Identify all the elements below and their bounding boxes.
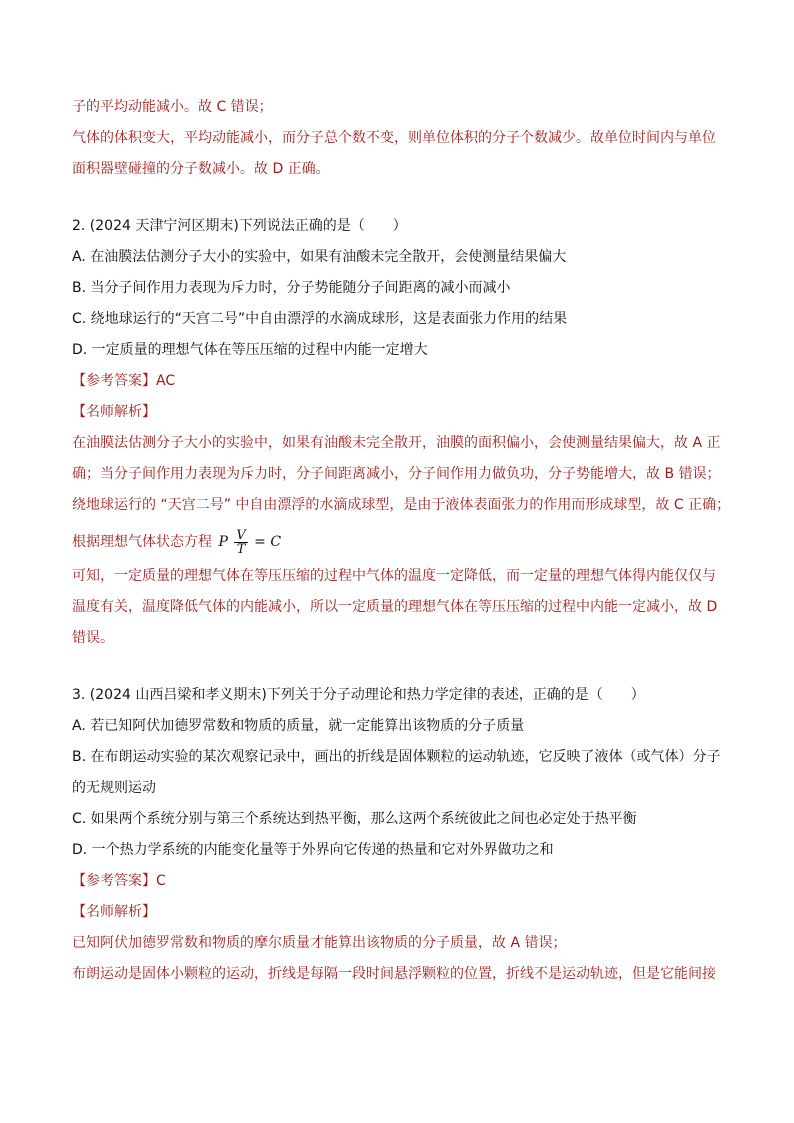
document-page xyxy=(72,96,731,994)
question-3-option-b: B. 在布朗运动实验的某次观察记录中，画出的折线是固体颗粒的运动轨迹，它反映了液体（或气体）分子 xyxy=(72,749,721,765)
question-3-answer: 【参考答案】C xyxy=(72,873,166,889)
question-2-analysis-line-6: 错误。 xyxy=(72,630,114,646)
section-gap xyxy=(72,189,722,215)
intro-line-3: 面积器壁碰撞的分子数减小。故 D 正确。 xyxy=(72,161,330,177)
question-2-analysis-line-4: 可知，一定质量的理想气体在等压压缩的过程中气体的温度一定降低，而一定量的理想气体得内能仅仅与 xyxy=(72,568,716,584)
question-2-option-d: D. 一定质量的理想气体在等压压缩的过程中内能一定增大 xyxy=(72,342,428,358)
question-3-analysis-line-1: 已知阿伏加德罗常数和物质的摩尔质量才能算出该物质的分子质量，故 A 错误； xyxy=(72,935,567,951)
formula-prefix: 根据理想气体状态方程 xyxy=(72,534,212,550)
question-2-analysis-line-1: 在油膜法估测分子大小的实验中，如果有油酸未完全散开，油膜的面积偏小，会使测量结果偏大，故 A 正 xyxy=(72,435,721,451)
question-3-analysis-label: 【名师解析】 xyxy=(72,904,156,920)
formula-numerator: V xyxy=(236,527,246,543)
question-3-analysis-line-2: 布朗运动是固体小颗粒的运动，折线是每隔一段时间悬浮颗粒的位置，折线不是运动轨迹，但是它能间接 xyxy=(72,966,716,982)
question-2-analysis-label: 【名师解析】 xyxy=(72,404,156,420)
question-2-answer: 【参考答案】AC xyxy=(72,373,176,389)
formula-fraction xyxy=(234,529,247,556)
question-2-option-a: A. 在油膜法估测分子大小的实验中，如果有油酸未完全散开，会使测量结果偏大 xyxy=(72,249,567,265)
question-2-formula-line xyxy=(72,525,722,559)
formula-rhs: = C xyxy=(254,534,282,550)
question-2-analysis-line-3: 绕地球运行的 “天宫二号” 中自由漂浮的水滴成球型，是由于液体表面张力的作用而形成球型，故 C 正确； xyxy=(72,497,731,513)
intro-line-1: 子的平均动能减小。故 C 错误； xyxy=(72,99,273,115)
question-2-analysis-line-5: 温度有关，温度降低气体的内能减小，所以一定质量的理想气体在等压压缩的过程中内能一定减小，故 D xyxy=(72,599,718,615)
formula-denominator: T xyxy=(236,541,246,557)
question-3-option-b-cont: 的无规则运动 xyxy=(72,780,156,796)
ideal-gas-formula xyxy=(218,525,281,559)
question-3-option-d: D. 一个热力学系统的内能变化量等于外界向它传递的热量和它对外界做功之和 xyxy=(72,842,554,858)
question-2-analysis-line-2: 确；当分子间作用力表现为斥力时，分子间距离减小，分子间作用力做负功，分子势能增大，故 B 错误； xyxy=(72,466,721,482)
intro-line-2: 气体的体积变大，平均动能减小，而分子总个数不变，则单位体积的分子个数减少。故单位时间内与单位 xyxy=(72,130,716,146)
question-3-option-a: A. 若已知阿伏加德罗常数和物质的质量，就一定能算出该物质的分子质量 xyxy=(72,718,525,734)
question-2-title: 2. (2024 天津宁河区期末)下列说法正确的是（ ） xyxy=(72,218,407,234)
question-2-option-c: C. 绕地球运行的“天宫二号”中自由漂浮的水滴成球形，这是表面张力作用的结果 xyxy=(72,311,568,327)
section-gap xyxy=(72,658,722,684)
formula-p: P xyxy=(218,534,228,550)
question-3-title: 3. (2024 山西吕梁和孝义期末)下列关于分子动理论和热力学定律的表述，正确的是（ ） xyxy=(72,687,645,703)
question-3-option-c: C. 如果两个系统分别与第三个系统达到热平衡，那么这两个系统彼此之间也必定处于热平衡 xyxy=(72,811,637,827)
question-2-option-b: B. 当分子间作用力表现为斥力时，分子势能随分子间距离的减小而减小 xyxy=(72,280,511,296)
